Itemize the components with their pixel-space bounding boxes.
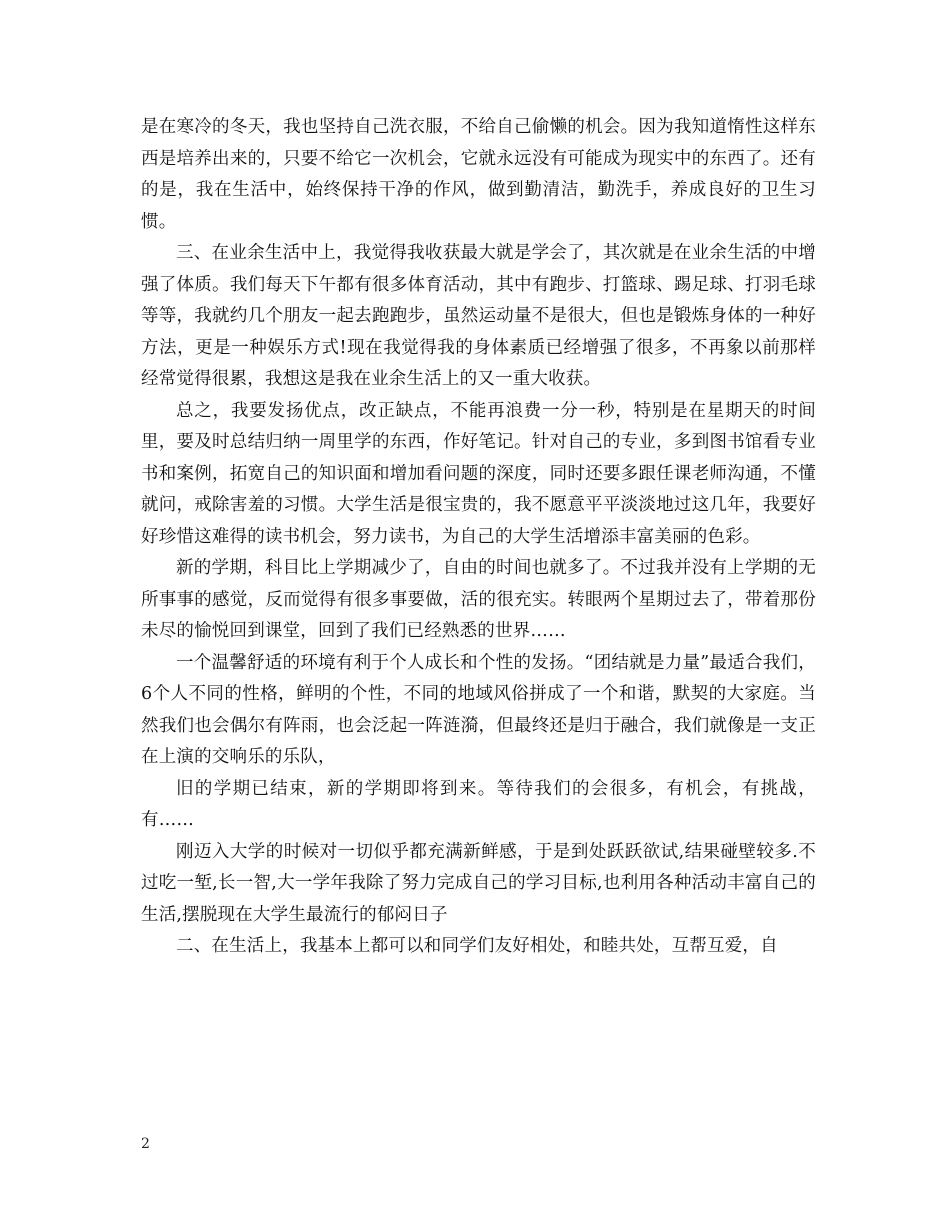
paragraph: 二、在生活上，我基本上都可以和同学们友好相处，和睦共处，互帮互爱，自 bbox=[176, 936, 778, 956]
paragraph: 新的学期，科目比上学期减少了，自由的时间也就多了。不过我并没有上学期的无所事事的感觉，反而觉得有很多事要做，活的很充实。转眼两个星期过去了，带着那份未尽的愉悦回到课堂，回到了我们已经熟悉的世界…… bbox=[141, 558, 816, 641]
paragraph: 总之，我要发扬优点，改正缺点，不能再浪费一分一秒，特别是在星期天的时间里，要及时总结归纳一周里学的东西，作好笔记。针对自己的专业，多到图书馆看专业书和案例，拓宽自己的知识面和增加看问题的深度，同时还要多跟任课老师沟通，不懂就问，戒除害羞的习惯。大学生活是很宝贵的，我不愿意平平淡淡地过这几年，我要好好珍惜这难得的读书机会，努力读书，为自己的大学生活增添丰富美丽的色彩。 bbox=[141, 400, 816, 547]
paragraph: 旧的学期已结束，新的学期即将到来。等待我们的会很多，有机会，有挑战，有…… bbox=[141, 778, 816, 830]
paragraph: 刚迈入大学的时候对一切似乎都充满新鲜感，于是到处跃跃欲试,结果碰壁较多.不过吃一堑,长一智,大一学年我除了努力完成自己的学习目标,也利用各种活动丰富自己的生活,摆脱现在大学生最流行的郁闷日子 bbox=[141, 841, 816, 925]
document-body bbox=[141, 112, 816, 963]
paragraph: 一个温馨舒适的环境有利于个人成长和个性的发扬。“团结就是力量”最适合我们，6个人不同的性格，鲜明的个性，不同的地域风俗拼成了一个和谐，默契的大家庭。当然我们也会偶尔有阵雨，也会泛起一阵涟漪，但最终还是归于融合，我们就像是一支正在上演的交响乐的乐队， bbox=[141, 652, 816, 767]
paragraph: 是在寒冷的冬天，我也坚持自己洗衣服，不给自己偷懒的机会。因为我知道惰性这样东西是培养出来的，只要不给它一次机会，它就永远没有可能成为现实中的东西了。还有的是，我在生活中，始终保持干净的作风，做到勤清洁，勤洗手，养成良好的卫生习惯。 bbox=[141, 117, 816, 232]
page-number: 2 bbox=[141, 1136, 150, 1152]
paragraph: 三、在业余生活中上，我觉得我收获最大就是学会了，其次就是在业余生活的中增强了体质。我们每天下午都有很多体育活动，其中有跑步、打篮球、踢足球、打羽毛球等等，我就约几个朋友一起去跑跑步，虽然运动量不是很大，但也是锻炼身体的一种好方法，更是一种娱乐方式!现在我觉得我的身体素质已经增强了很多，不再象以前那样经常觉得很累，我想这是我在业余生活上的又一重大收获。 bbox=[141, 243, 816, 389]
